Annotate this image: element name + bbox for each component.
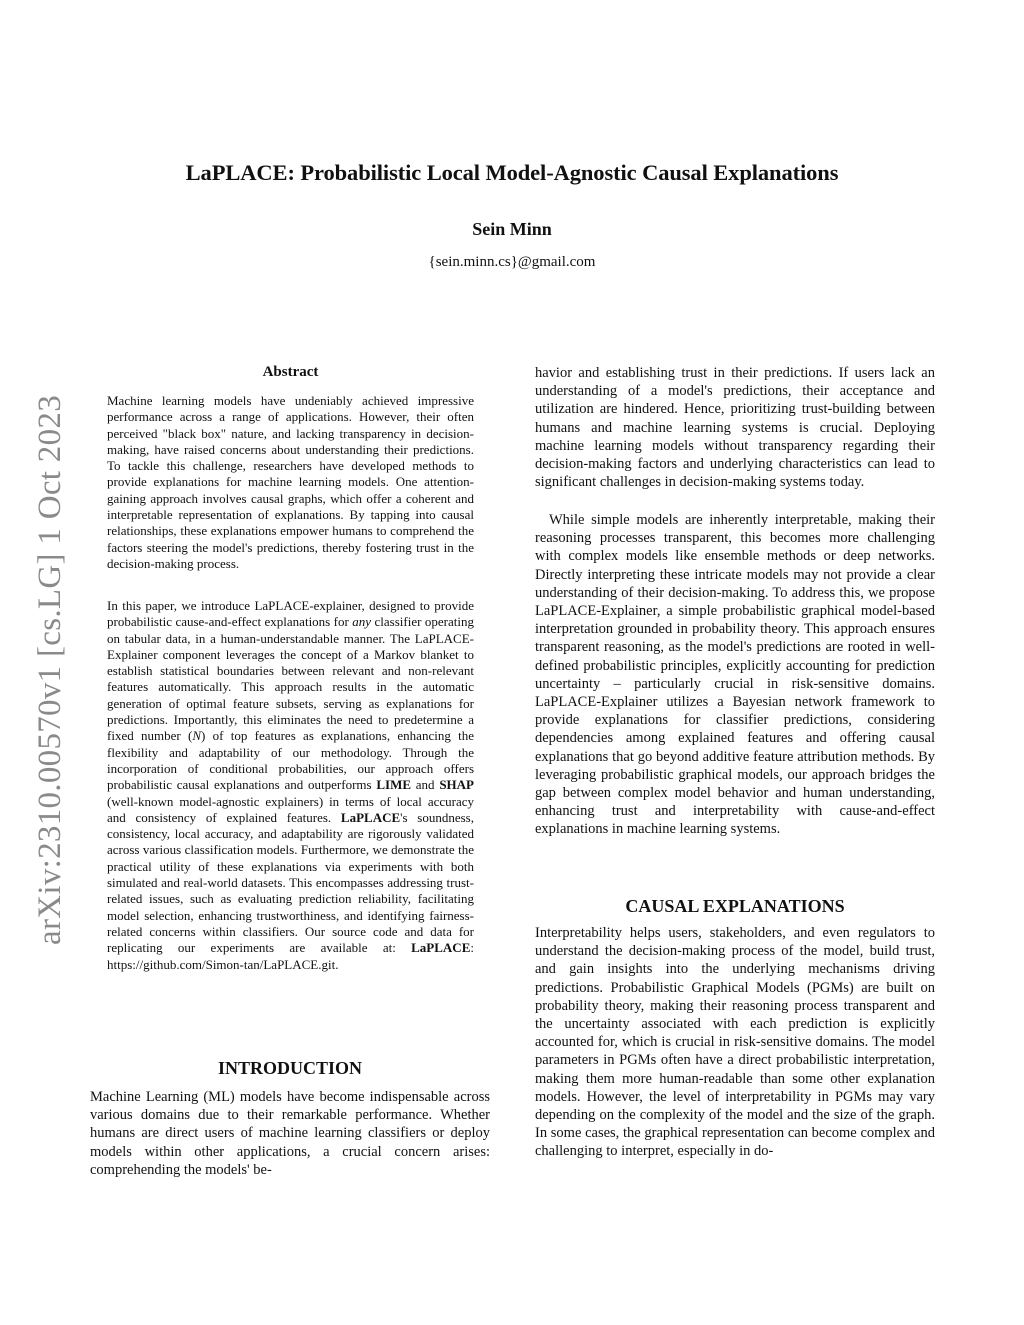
lime-term: LIME bbox=[376, 777, 412, 793]
abstract-paragraph-1: Machine learning models have undeniably achieved impressive performance across a range of applications. However, their often perceived "black box" nature, and lacking transparency in decision-making, have raised concerns about understanding their predictions. To tackle this challenge, researchers have developed methods to provide explanations for machine learning models. One attention-gaining approach involves causal graphs, which offer a coherent and interpretable representation of explanations. By tapping into causal relationships, these explanations empower humans to comprehend the factors steering the model's predictions, thereby fostering trust in the decision-making process. bbox=[107, 393, 474, 571]
abstract-text: In this paper, we introduce LaPLACE-explainer, designed to provide probabilistic cause-and-effect explanations for bbox=[107, 598, 474, 630]
causal-explanations-heading: CAUSAL EXPLANATIONS bbox=[625, 896, 845, 916]
abstract-text: ) of top features as explanations, enhancing the flexibility and adaptability of our methodology. Through the incorporation of conditional probabilities, our approach offers probabilistic causal explanations and outperforms bbox=[107, 728, 474, 793]
paper-title: LaPLACE: Probabilistic Local Model-Agnostic Causal Explanations bbox=[185, 160, 839, 185]
laplace-term: LaPLACE bbox=[340, 809, 401, 825]
introduction-paragraph-2: While simple models are inherently interpretable, making their reasoning processes transparent, this becomes more challenging with complex models like ensemble methods or deep networks. Directly interpreting these intricate models may not provide a clear understanding of their decision-making. To address this, we propose LaPLACE-Explainer, a simple probabilistic graphical model-based interpretation grounded in probability theory. This approach ensures transparent reasoning, as the model's predictions are rooted in well-defined probabilistic principles, explicitly accounting for prediction uncertainty – particularly crucial in risk-sensitive domains. LaPLACE-Explainer utilizes a Bayesian network framework to provide explanations for classifier predictions, considering dependencies among explained features and offering causal explanations that go beyond additive feature attribution methods. By leveraging probabilistic graphical models, our approach bridges the gap between complex model behavior and human understanding, enhancing trust and interpretability with cause-and-effect explanations in machine learning systems. bbox=[535, 512, 935, 838]
abstract-text: classifier operating on tabular data, in a human-understandable manner. The LaPLACE-Explainer component leverages the concept of a Markov blanket to establish statistical boundaries between relevant and non-relevant features automatically. This approach results in the automatic generation of optimal feature subsets, serving as explanations for predictions. Importantly, this eliminates the need to predetermine a fixed number ( bbox=[107, 614, 474, 744]
arxiv-identifier: arXiv:2310.00570v1 [cs.LG] 1 Oct 2023 bbox=[32, 394, 68, 945]
abstract-text: and bbox=[411, 777, 440, 793]
author-name: Sein Minn bbox=[472, 219, 552, 239]
shap-term: SHAP bbox=[439, 777, 474, 793]
introduction-paragraph-1: Machine Learning (ML) models have become indispensable across various domains due to their remarkable performance. Whether humans are direct users of machine learning classifiers or deploy models within other applications, a crucial concern arises: comprehending the models' be- bbox=[90, 1089, 490, 1178]
abstract-heading: Abstract bbox=[262, 364, 319, 380]
abstract-text: 's soundness, consistency, local accuracy, and adaptability are rigorously validated across various classification models. Furthermore, we demonstrate the practical utility of these explanations via experiments with both simulated and real-world datasets. This encompasses addressing trust-related issues, such as evaluating prediction reliability, facilitating model selection, enhancing trustworthiness, and identifying fairness-related concerns within classifiers. Our source code and data for replicating our experiments are available at: bbox=[107, 809, 474, 956]
emphasis-any: any bbox=[352, 614, 372, 630]
laplace-link-label: LaPLACE bbox=[411, 940, 471, 956]
abstract-paragraph-2 bbox=[107, 598, 474, 973]
causal-explanations-paragraph-1: Interpretability helps users, stakeholders, and even regulators to understand the decision-making process of the model, build trust, and gain insights into the underlying mechanisms driving predictions. Probabilistic Graphical Models (PGMs) are built on probability theory, making their reasoning process transparent and the uncertainty associated with each prediction is explicitly accounted for, which is crucial in risk-sensitive domains. The model parameters in PGMs often have a direct probabilistic interpretation, making them more human-readable than some other explanation models. However, the level of interpretability in PGMs may vary depending on the complexity of the model and the size of the graph. In some cases, the graphical representation can become complex and challenging to interpret, especially in do- bbox=[535, 925, 935, 1160]
abstract-text: (well-known model-agnostic explainers) in terms of local accuracy and consistency of explained features. bbox=[107, 793, 474, 825]
introduction-paragraph-1-continued: havior and establishing trust in their predictions. If users lack an understanding of a model's predictions, their acceptance and utilization are hindered. Hence, prioritizing trust-building between humans and machine learning systems is crucial. Deploying machine learning models without transparency regarding their decision-making factors and underlying characteristics can lead to significant challenges in decision-making systems today. bbox=[535, 365, 935, 491]
introduction-heading: INTRODUCTION bbox=[217, 1058, 363, 1078]
repository-url[interactable]: : https://github.com/Simon-tan/LaPLACE.git. bbox=[107, 940, 474, 972]
math-n: N bbox=[192, 728, 201, 744]
author-email: {sein.minn.cs}@gmail.com bbox=[428, 254, 596, 270]
